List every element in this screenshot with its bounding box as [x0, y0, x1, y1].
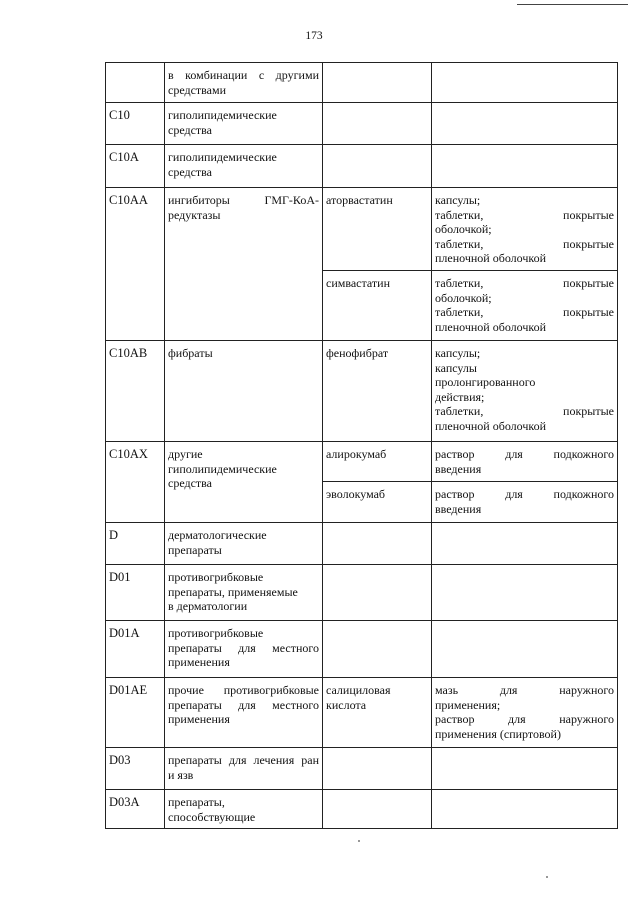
atc-code-cell: D	[106, 523, 165, 565]
atc-name-line: применения	[168, 712, 230, 726]
atc-name-line: способствующие	[168, 809, 256, 824]
atc-code-cell: D01A	[106, 621, 165, 678]
table-row	[106, 678, 618, 748]
dosage-form-line: капсулы;	[435, 346, 481, 360]
dosage-form-cell	[432, 748, 618, 790]
table-row	[106, 790, 618, 829]
drug-classification-table	[105, 62, 618, 829]
dosage-form-line: оболочкой;	[435, 290, 492, 305]
atc-code-cell: D03A	[106, 790, 165, 829]
dosage-form-line: раствор для подкожного	[435, 447, 614, 461]
table-row	[106, 523, 618, 565]
atc-name-line: средства	[168, 476, 213, 490]
table-row	[106, 341, 618, 442]
scan-speck	[358, 840, 360, 842]
inn-cell	[323, 523, 432, 565]
dosage-form-line: пленочной оболочкой	[435, 319, 547, 334]
inn-line: симвастатин	[326, 276, 390, 290]
atc-code-cell: C10	[106, 103, 165, 145]
dosage-form-line: раствор для подкожного	[435, 487, 614, 501]
atc-name-line: противогрибковые	[168, 570, 264, 584]
scan-speck	[546, 876, 548, 878]
dosage-form-cell	[432, 145, 618, 188]
atc-name-cell	[165, 442, 323, 523]
inn-cell	[323, 63, 432, 103]
inn-cell	[323, 748, 432, 790]
inn-cell	[323, 565, 432, 621]
inn-cell	[323, 103, 432, 145]
inn-cell	[323, 271, 432, 341]
dosage-form-cell	[432, 621, 618, 678]
dosage-form-line: таблетки, покрытые	[435, 276, 614, 290]
atc-name-line: средствами	[168, 82, 227, 97]
inn-cell	[323, 790, 432, 829]
dosage-form-cell	[432, 341, 618, 442]
table-row	[106, 565, 618, 621]
atc-name-cell	[165, 748, 323, 790]
atc-name-line: гиполипидемические	[168, 108, 277, 122]
atc-name-line: другие	[168, 447, 203, 461]
inn-cell	[323, 341, 432, 442]
table-row	[106, 63, 618, 103]
atc-name-line: препараты	[168, 542, 222, 557]
atc-code-cell: C10AA	[106, 188, 165, 341]
dosage-form-cell	[432, 442, 618, 482]
table-row	[106, 748, 618, 790]
dosage-form-line: действия;	[435, 389, 485, 404]
atc-code-cell: C10A	[106, 145, 165, 188]
inn-line: эволокумаб	[326, 487, 386, 501]
inn-cell	[323, 442, 432, 482]
dosage-form-cell	[432, 523, 618, 565]
inn-cell	[323, 482, 432, 523]
atc-name-cell	[165, 188, 323, 341]
dosage-form-cell	[432, 103, 618, 145]
dosage-form-line: введения	[435, 501, 482, 516]
atc-name-line: препараты для местного	[168, 697, 319, 712]
atc-name-line: в комбинации с другими	[168, 68, 319, 82]
atc-name-line: средства	[168, 164, 213, 179]
atc-code-cell: C10AX	[106, 442, 165, 523]
dosage-form-line: таблетки, покрытые	[435, 404, 614, 418]
atc-name-cell	[165, 790, 323, 829]
atc-name-line: препараты для местного	[168, 640, 319, 655]
inn-line: алирокумаб	[326, 447, 387, 461]
atc-code-cell: D03	[106, 748, 165, 790]
header-rule	[517, 4, 628, 5]
dosage-form-cell	[432, 678, 618, 748]
dosage-form-cell	[432, 271, 618, 341]
atc-name-line: и язв	[168, 767, 194, 782]
atc-name-cell	[165, 523, 323, 565]
table-row	[106, 145, 618, 188]
atc-name-line: в дерматологии	[168, 599, 248, 613]
dosage-form-line: пленочной оболочкой	[435, 251, 547, 265]
dosage-form-line: таблетки, покрытые	[435, 305, 614, 319]
atc-name-cell	[165, 565, 323, 621]
inn-cell	[323, 145, 432, 188]
atc-name-line: ингибиторы ГМГ-КоА-	[168, 193, 319, 207]
atc-name-cell	[165, 63, 323, 103]
dosage-form-line: капсулы	[435, 360, 477, 375]
inn-line: кислота	[326, 697, 367, 712]
inn-cell	[323, 621, 432, 678]
atc-name-line: средства	[168, 122, 213, 137]
dosage-form-line: капсулы;	[435, 193, 481, 207]
atc-name-cell	[165, 341, 323, 442]
dosage-form-line: введения	[435, 461, 482, 476]
table-row	[106, 621, 618, 678]
inn-line: аторвастатин	[326, 193, 393, 207]
atc-name-line: редуктазы	[168, 207, 221, 222]
dosage-form-cell	[432, 565, 618, 621]
dosage-form-line: пролонгированного	[435, 375, 536, 389]
table-row	[106, 103, 618, 145]
atc-name-line: гиполипидемические	[168, 150, 277, 164]
atc-name-cell	[165, 621, 323, 678]
atc-name-line: фибраты	[168, 346, 213, 360]
atc-name-line: препараты для лечения ран	[168, 753, 319, 767]
dosage-form-cell	[432, 188, 618, 271]
atc-code-cell: D01	[106, 565, 165, 621]
dosage-form-line: применения;	[435, 697, 501, 712]
atc-code-cell: C10AB	[106, 341, 165, 442]
table-row	[106, 188, 618, 271]
atc-name-cell	[165, 145, 323, 188]
dosage-form-cell	[432, 790, 618, 829]
atc-name-line: препараты, применяемые	[168, 584, 298, 599]
atc-name-line: гиполипидемические	[168, 461, 277, 476]
dosage-form-line: пленочной оболочкой	[435, 418, 547, 433]
dosage-form-line: оболочкой;	[435, 222, 492, 236]
table-row	[106, 442, 618, 482]
inn-cell	[323, 678, 432, 748]
dosage-form-cell	[432, 482, 618, 523]
inn-cell	[323, 188, 432, 271]
dosage-form-line: применения (спиртовой)	[435, 726, 561, 741]
atc-name-line: прочие противогрибковые	[168, 683, 319, 697]
atc-name-line: противогрибковые	[168, 626, 264, 640]
dosage-form-cell	[432, 63, 618, 103]
inn-line: фенофибрат	[326, 346, 389, 360]
page-number: 173	[305, 30, 323, 42]
dosage-form-line: мазь для наружного	[435, 683, 614, 697]
dosage-form-line: таблетки, покрытые	[435, 207, 614, 222]
atc-name-line: применения	[168, 655, 230, 669]
atc-name-cell	[165, 103, 323, 145]
dosage-form-line: таблетки, покрытые	[435, 236, 614, 251]
atc-name-line: дерматологические	[168, 528, 267, 542]
atc-name-cell	[165, 678, 323, 748]
inn-line: салициловая	[326, 683, 391, 697]
atc-code-cell: D01AE	[106, 678, 165, 748]
atc-name-line: препараты,	[168, 795, 225, 809]
dosage-form-line: раствор для наружного	[435, 712, 614, 726]
atc-code-cell	[106, 63, 165, 103]
